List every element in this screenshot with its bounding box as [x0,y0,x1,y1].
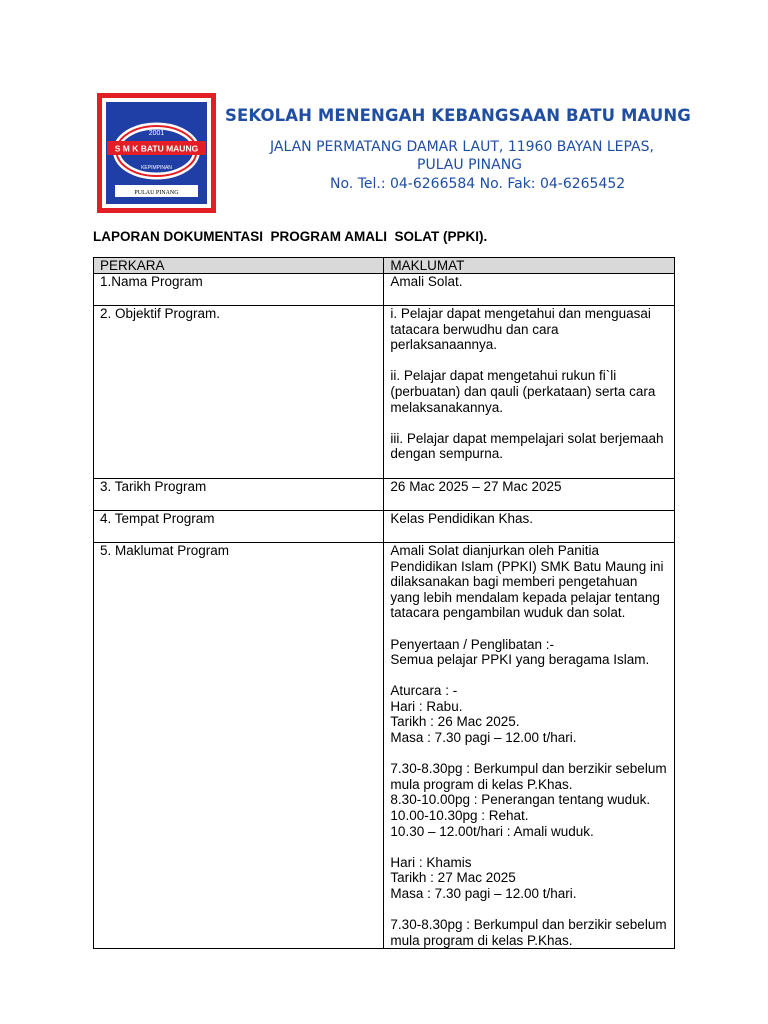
document-title: LAPORAN DOKUMENTASI PROGRAM AMALI SOLAT (PPKI). [93,229,488,244]
table-row [94,274,675,306]
row-info: Amali Solat dianjurkan oleh Panitia Pendidikan Islam (PPKI) SMK Batu Maung ini dilaksanakan bagi memberi pengetahuan yang lebih mendalam kepada pelajar tentang tatacara pengambilan wuduk dan solat. Penyertaan / Penglibatan :- Semua pelajar PPKI yang beragama Islam. Aturcara : - Hari : Rabu. Tarikh : 26 Mac 2025. Masa : 7.30 pagi – 12.00 t/hari. 7.30-8.30pg : Berkumpul dan berzikir sebelum mula program di kelas P.Khas. 8.30-10.00pg : Penerangan tentang wuduk. 10.00-10.30pg : Rehat. 10.30 – 12.00t/hari : Amali wuduk. Hari : Khamis Tarikh : 27 Mac 2025 Masa : 7.30 pagi – 12.00 t/hari. 7.30-8.30pg : Berkumpul dan berzikir sebelum mula program di kelas P.Khas. [384,542,675,948]
row-item: 3. Tarikh Program [94,478,384,510]
table-row [94,306,675,479]
table-row [94,510,675,542]
address-line-1: JALAN PERMATANG DAMAR LAUT, 11960 BAYAN LEPAS, [270,139,654,155]
row-item: 1.Nama Program [94,274,384,306]
row-info: Amali Solat. [384,274,675,306]
row-info: i. Pelajar dapat mengetahui dan menguasai tatacara berwudhu dan cara perlaksanaannya. ii. Pelajar dapat mengetahui rukun fi`li (perbuatan) dan qauli (perkataan) serta cara melaksanakannya. iii. Pelajar dapat mempelajari solat berjemaah dengan sempurna. [384,306,675,479]
svg-text:2001: 2001 [148,130,165,137]
address-line-2: PULAU PINANG [417,157,523,173]
row-item: 2. Objektif Program. [94,306,384,479]
svg-text:PULAU PINANG: PULAU PINANG [134,190,179,196]
table-header-row [94,258,675,274]
contact-line: No. Tel.: 04-6266584 No. Fak: 04-6265452 [330,176,626,192]
table-row [94,542,675,948]
school-name: SEKOLAH MENENGAH KEBANGSAAN BATU MAUNG [225,106,691,125]
school-logo-emblem [97,93,216,213]
row-item: 4. Tempat Program [94,510,384,542]
svg-text:S M K BATU MAUNG: S M K BATU MAUNG [114,143,199,154]
table-row [94,478,675,510]
header-maklumat: MAKLUMAT [384,258,675,274]
info-table [93,257,675,949]
svg-text:KEPIMPINAN: KEPIMPINAN [141,165,172,171]
row-item: 5. Maklumat Program [94,542,384,948]
school-logo [97,93,216,213]
row-info: Kelas Pendidikan Khas. [384,510,675,542]
header-perkara: PERKARA [94,258,384,274]
row-info: 26 Mac 2025 – 27 Mac 2025 [384,478,675,510]
